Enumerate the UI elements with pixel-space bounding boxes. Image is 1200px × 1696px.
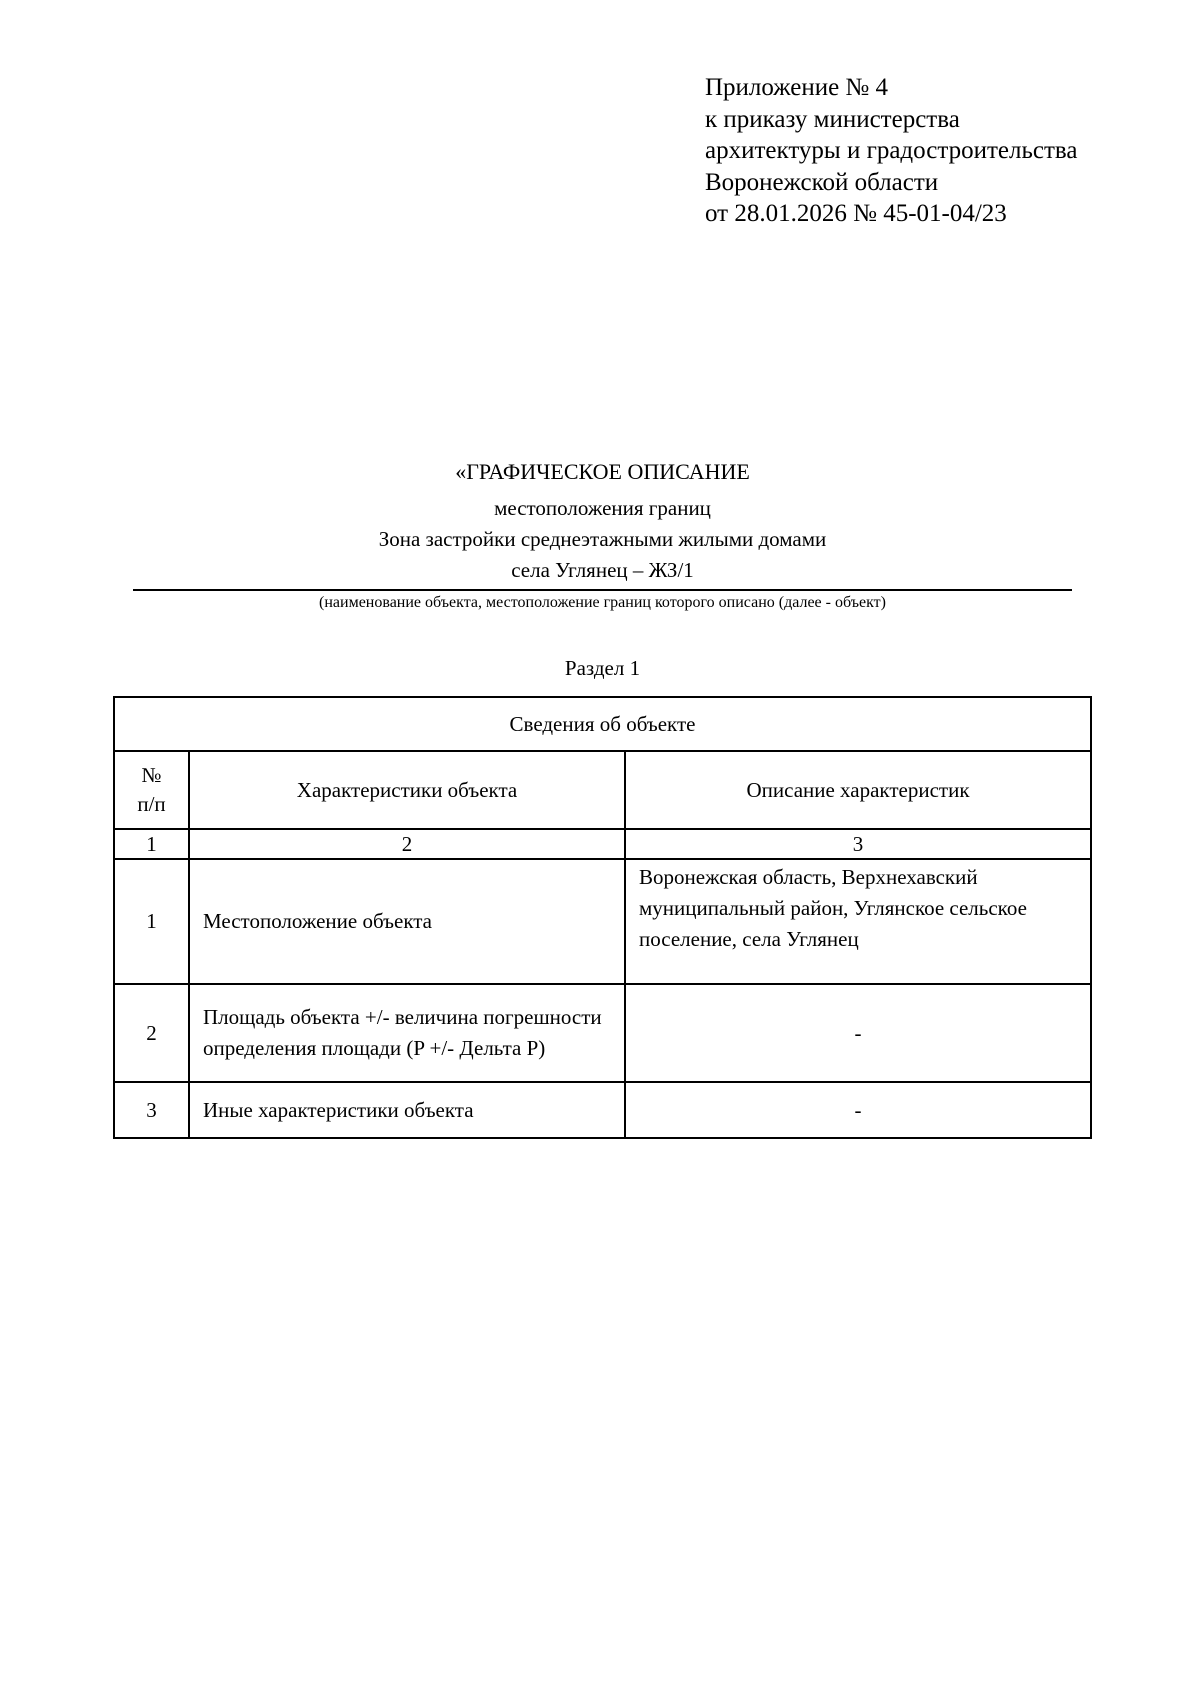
row-description: - (625, 984, 1091, 1082)
table-row (114, 1082, 1091, 1138)
appendix-line: к приказу министерства (705, 105, 960, 133)
appendix-block (705, 72, 1077, 230)
column-header-num-line: № (141, 763, 162, 787)
title-subline: местоположения границ (494, 496, 711, 520)
table-columns-row (114, 751, 1091, 829)
title-caption: (наименование объекта, местоположение границ которого описано (далее - объект) (319, 594, 886, 611)
column-index: 3 (625, 829, 1091, 859)
column-index: 2 (189, 829, 625, 859)
appendix-line: Приложение № 4 (705, 74, 889, 101)
row-description: - (625, 1082, 1091, 1138)
row-characteristic: Иные характеристики объекта (189, 1082, 625, 1138)
section-title: Раздел 1 (564, 656, 641, 680)
column-header-num-line: п/п (137, 792, 166, 816)
row-characteristic: Площадь объекта +/- величина погрешности определения площади (P +/- Дельта P) (189, 984, 625, 1082)
appendix-line: от 28.01.2026 № 45-01-04/23 (705, 200, 1007, 227)
column-header-description: Описание характеристик (625, 751, 1091, 829)
row-number: 2 (114, 984, 189, 1082)
title-subline: Зона застройки среднеэтажными жилыми домами (378, 527, 827, 551)
title-underline (133, 589, 1072, 591)
column-index: 1 (114, 829, 189, 859)
appendix-line: архитектуры и градостроительства (705, 137, 1078, 164)
column-header-characteristics: Характеристики объекта (189, 751, 625, 829)
document-title: «ГРАФИЧЕСКОЕ ОПИСАНИЕ (455, 459, 750, 484)
column-header-num (114, 751, 189, 829)
row-number: 1 (114, 859, 189, 984)
column-index-row (114, 829, 1091, 859)
table-row (114, 859, 1091, 984)
title-subline: села Углянец – ЖЗ/1 (511, 558, 694, 582)
row-description: Воронежская область, Верхнехавский муниципальный район, Углянское сельское поселение, села Углянец (625, 859, 1091, 984)
appendix-line: Воронежской области (705, 168, 939, 196)
row-number: 3 (114, 1082, 189, 1138)
table-header-row (114, 697, 1091, 751)
object-info-table (113, 696, 1092, 1139)
row-characteristic: Местоположение объекта (189, 859, 625, 984)
table-header: Сведения об объекте (114, 697, 1091, 751)
table-row (114, 984, 1091, 1082)
